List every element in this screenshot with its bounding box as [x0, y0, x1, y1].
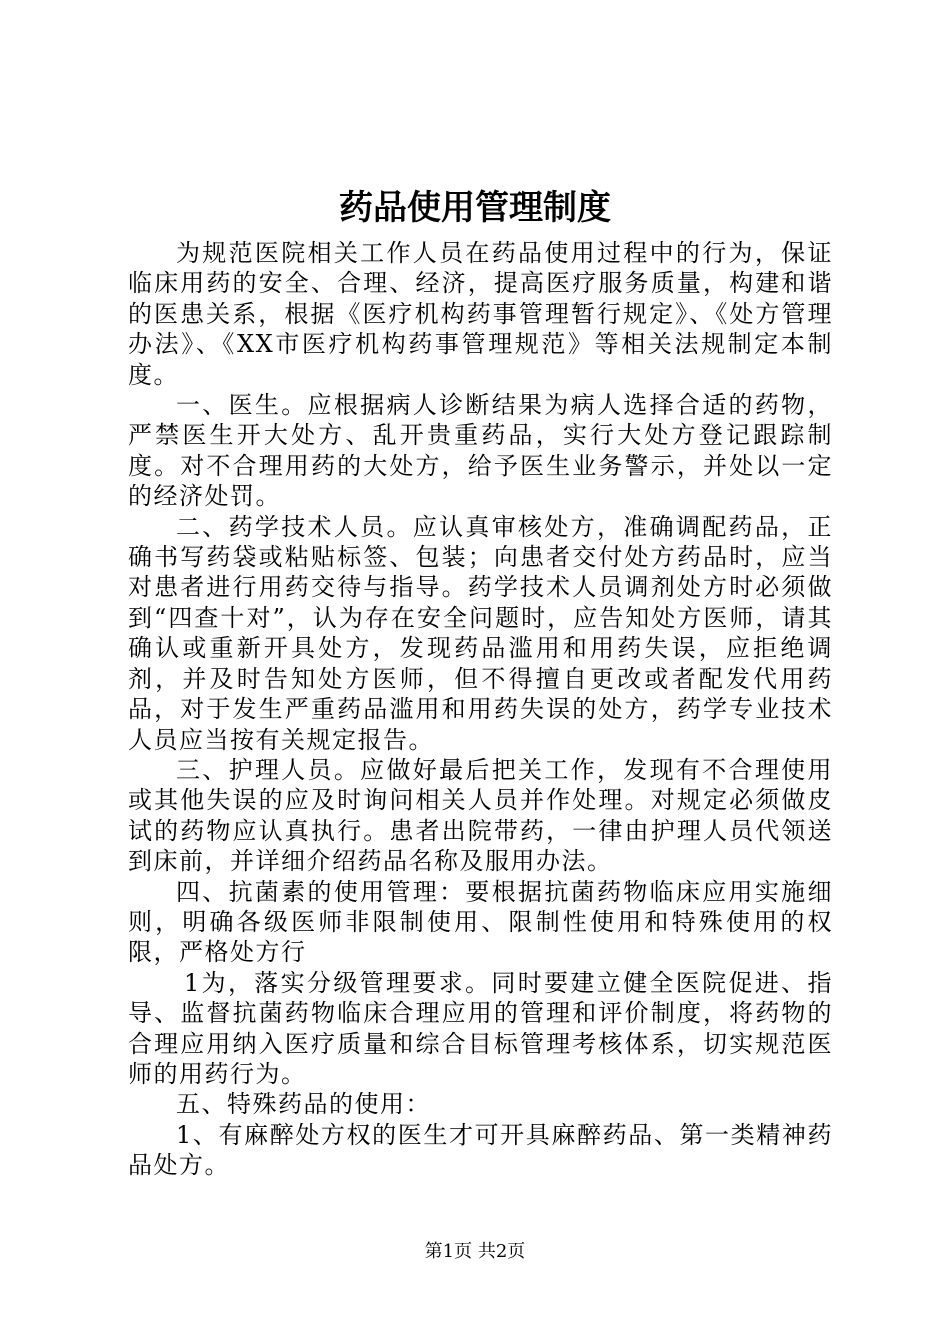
- paragraph-nursing: 三、护理人员。应做好最后把关工作，发现有不合理使用或其他失误的应及时询问相关人员并作处理。对规定必须做皮试的药物应认真执行。患者出院带药，一律由护理人员代领送到床前，并详细介绍药品名称及服用办法。: [128, 755, 833, 876]
- document-title: 药品使用管理制度: [339, 188, 611, 228]
- paragraph-antibiotics: 四、抗菌素的使用管理：要根据抗菌药物临床应用实施细则，明确各级医师非限制使用、限制性使用和特殊使用的权限，严格处方行: [128, 877, 833, 967]
- paragraph-antibiotics-continued: 1为，落实分级管理要求。同时要建立健全医院促进、指导、监督抗菌药物临床合理应用的管理和评价制度，将药物的合理应用纳入医疗质量和综合目标管理考核体系，切实规范医师的用药行为。: [128, 968, 833, 1088]
- document-body: [128, 238, 833, 1181]
- paragraph-pharmacist: 二、药学技术人员。应认真审核处方，准确调配药品，正确书写药袋或粘贴标签、包装；向患者交付处方药品时，应当对患者进行用药交待与指导。药学技术人员调剂处方时必须做到“四查十对”，认为存在安全问题时，应告知处方医师，请其确认或重新开具处方，发现药品滥用和用药失误，应拒绝调剂，并及时告知处方医师，但不得擅自更改或者配发代用药品，对于发生严重药品滥用和用药失误的处方，药学专业技术人员应当按有关规定报告。: [128, 512, 833, 754]
- paragraph-intro: 为规范医院相关工作人员在药品使用过程中的行为，保证临床用药的安全、合理、经济，提高医疗服务质量，构建和谐的医患关系，根据《医疗机构药事管理暂行规定》、《处方管理办法》、《XX市医疗机构药事管理规范》等相关法规制定本制度。: [128, 239, 833, 389]
- paragraph-doctor: 一、医生。应根据病人诊断结果为病人选择合适的药物，严禁医生开大处方、乱开贵重药品，实行大处方登记跟踪制度。对不合理用药的大处方，给予医生业务警示，并处以一定的经济处罚。: [128, 391, 833, 511]
- paragraph-special-drugs-item-1: 1、有麻醉处方权的医生才可开具麻醉药品、第一类精神药品处方。: [128, 1120, 833, 1180]
- paragraph-special-drugs-heading: 五、特殊药品的使用：: [176, 1090, 431, 1119]
- page-footer: 第1页 共2页: [424, 1241, 526, 1262]
